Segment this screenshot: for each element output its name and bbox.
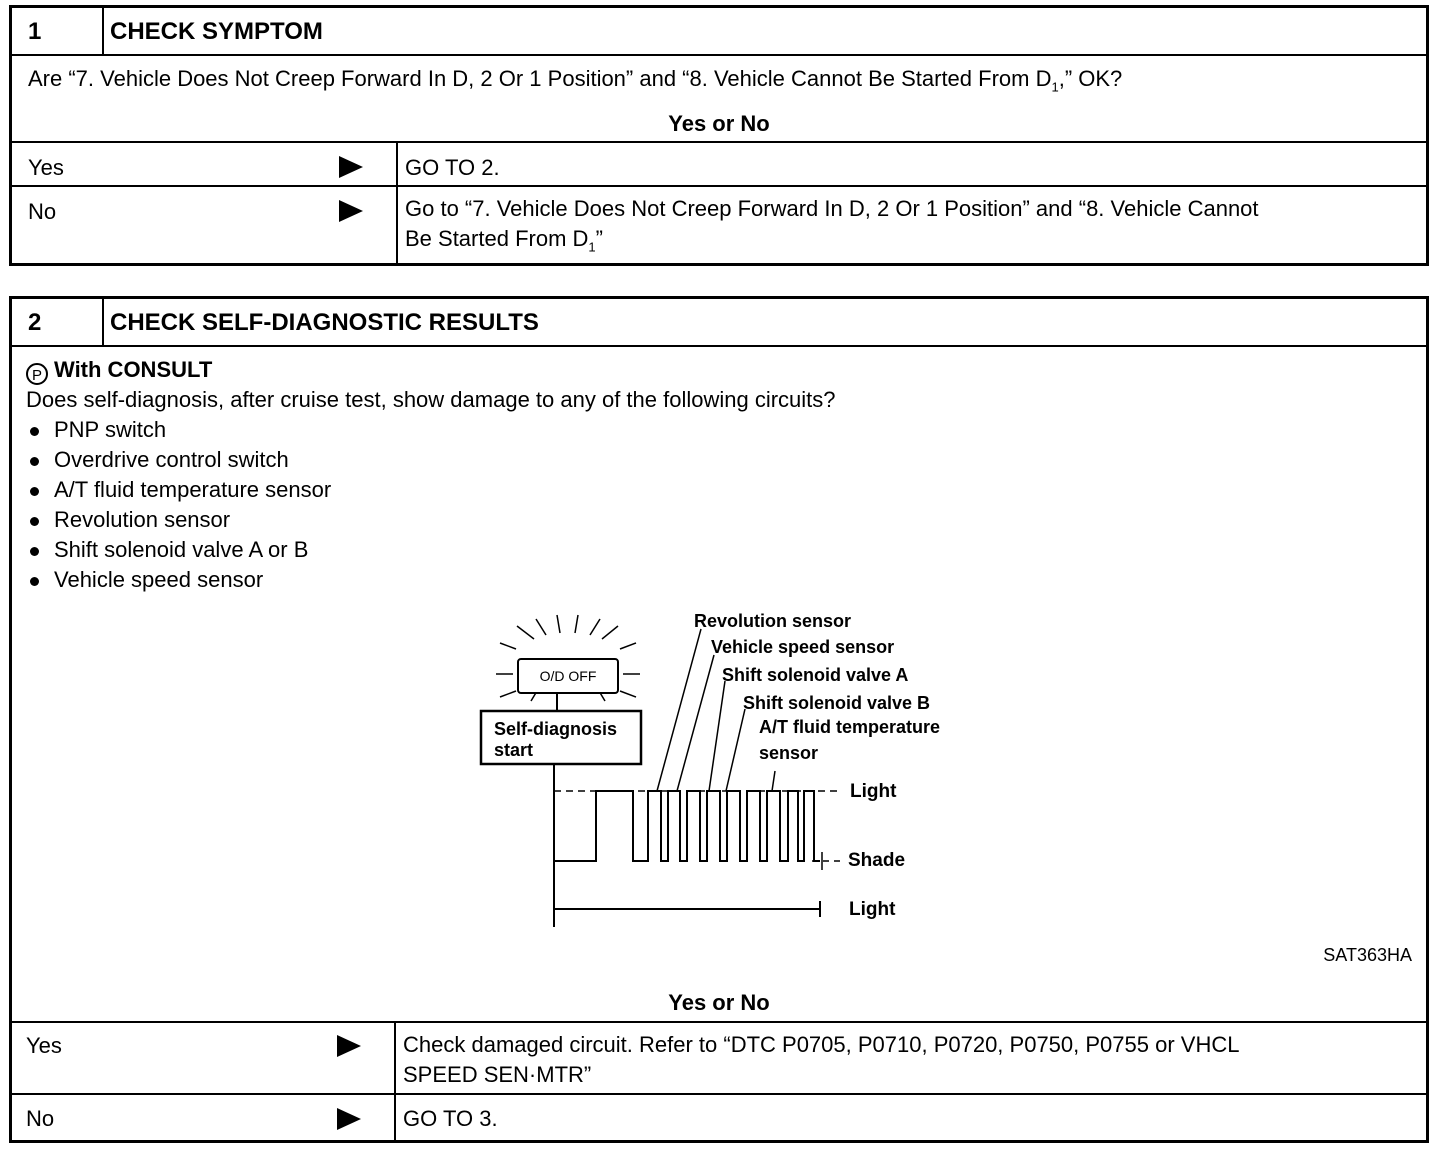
yes-no-label: Yes or No xyxy=(668,111,770,136)
list-item: Revolution sensor xyxy=(54,507,231,532)
step-number: 2 xyxy=(28,309,42,336)
yes-no-label: Yes or No xyxy=(668,990,770,1015)
level-light-bottom-label: Light xyxy=(849,899,896,920)
list-item: A/T fluid temperature sensor xyxy=(54,477,332,502)
no-action-line-1: Go to “7. Vehicle Does Not Creep Forward In D, 2 Or 1 Position” and “8. Vehicle Cannot xyxy=(405,196,1259,221)
step-2-block xyxy=(9,296,1429,1143)
yes-action[interactable]: GO TO 2. xyxy=(405,155,500,180)
arrow-right-icon xyxy=(337,1108,361,1130)
callout-at-fluid-temp-line-2: sensor xyxy=(759,743,819,763)
callout-shift-solenoid-a: Shift solenoid valve A xyxy=(722,665,909,685)
row-divider xyxy=(12,141,1426,143)
list-item: Overdrive control switch xyxy=(54,447,289,472)
header-divider xyxy=(102,8,104,54)
no-label: No xyxy=(28,199,57,224)
yes-action-line-1: Check damaged circuit. Refer to “DTC P0705, P0710, P0720, P0750, P0755 or VHCL xyxy=(403,1032,1240,1057)
subscript: 1 xyxy=(1051,79,1059,95)
figure-code: SAT363HA xyxy=(1323,945,1412,965)
no-action[interactable] xyxy=(405,194,1415,262)
step-1-header xyxy=(12,8,1426,56)
pulse-waveform xyxy=(554,791,820,861)
no-action-line-2 xyxy=(405,224,1415,262)
callout-shift-solenoid-b: Shift solenoid valve B xyxy=(743,693,931,713)
self-diagnosis-diagram xyxy=(12,299,1426,999)
step-1-block xyxy=(9,5,1429,266)
arrow-right-icon xyxy=(339,200,363,222)
line-text: Be Started From D xyxy=(405,226,589,251)
consult-icon-letter: P xyxy=(31,367,42,384)
column-divider xyxy=(394,1021,396,1140)
step-title: CHECK SELF-DIAGNOSTIC RESULTS xyxy=(110,309,539,336)
no-label: No xyxy=(26,1106,55,1131)
step-2-question: Does self-diagnosis, after cruise test, show damage to any of the following circuits? xyxy=(26,387,836,412)
question-suffix: ,” OK? xyxy=(1058,66,1123,91)
step-title: CHECK SYMPTOM xyxy=(110,18,323,45)
start-box-line-1: Self-diagnosis xyxy=(494,719,618,739)
yes-label: Yes xyxy=(26,1033,62,1058)
yes-action-line-2: SPEED SEN·MTR” xyxy=(403,1062,592,1087)
list-item: Vehicle speed sensor xyxy=(54,567,264,592)
column-divider xyxy=(396,141,398,266)
callout-revolution-sensor: Revolution sensor xyxy=(694,611,852,631)
arrow-right-icon xyxy=(339,156,363,178)
arrow-right-icon xyxy=(337,1035,361,1057)
start-box-line-2: start xyxy=(494,740,534,760)
row-divider xyxy=(12,1093,1426,1095)
level-shade-label: Shade xyxy=(848,850,906,871)
yes-action[interactable] xyxy=(403,1030,1413,1090)
callout-at-fluid-temp: A/T fluid temperature xyxy=(759,717,941,737)
line-suffix: ” xyxy=(595,226,603,251)
consult-label: With CONSULT xyxy=(54,357,213,382)
row-divider xyxy=(12,185,1426,187)
yes-label: Yes xyxy=(28,155,64,180)
subscript: 1 xyxy=(588,239,596,255)
step-number: 1 xyxy=(28,18,42,45)
no-action[interactable]: GO TO 3. xyxy=(403,1106,498,1131)
lamp-label: O/D OFF xyxy=(539,668,597,684)
level-light-label: Light xyxy=(850,781,897,802)
callout-vehicle-speed-sensor: Vehicle speed sensor xyxy=(711,637,895,657)
question-text: Are “7. Vehicle Does Not Creep Forward In D, 2 Or 1 Position” and “8. Vehicle Cannot Be Started From D xyxy=(28,66,1052,91)
step-1-question xyxy=(28,66,1122,94)
row-divider xyxy=(12,1021,1426,1023)
list-item: PNP switch xyxy=(54,417,167,442)
list-item: Shift solenoid valve A or B xyxy=(54,537,309,562)
